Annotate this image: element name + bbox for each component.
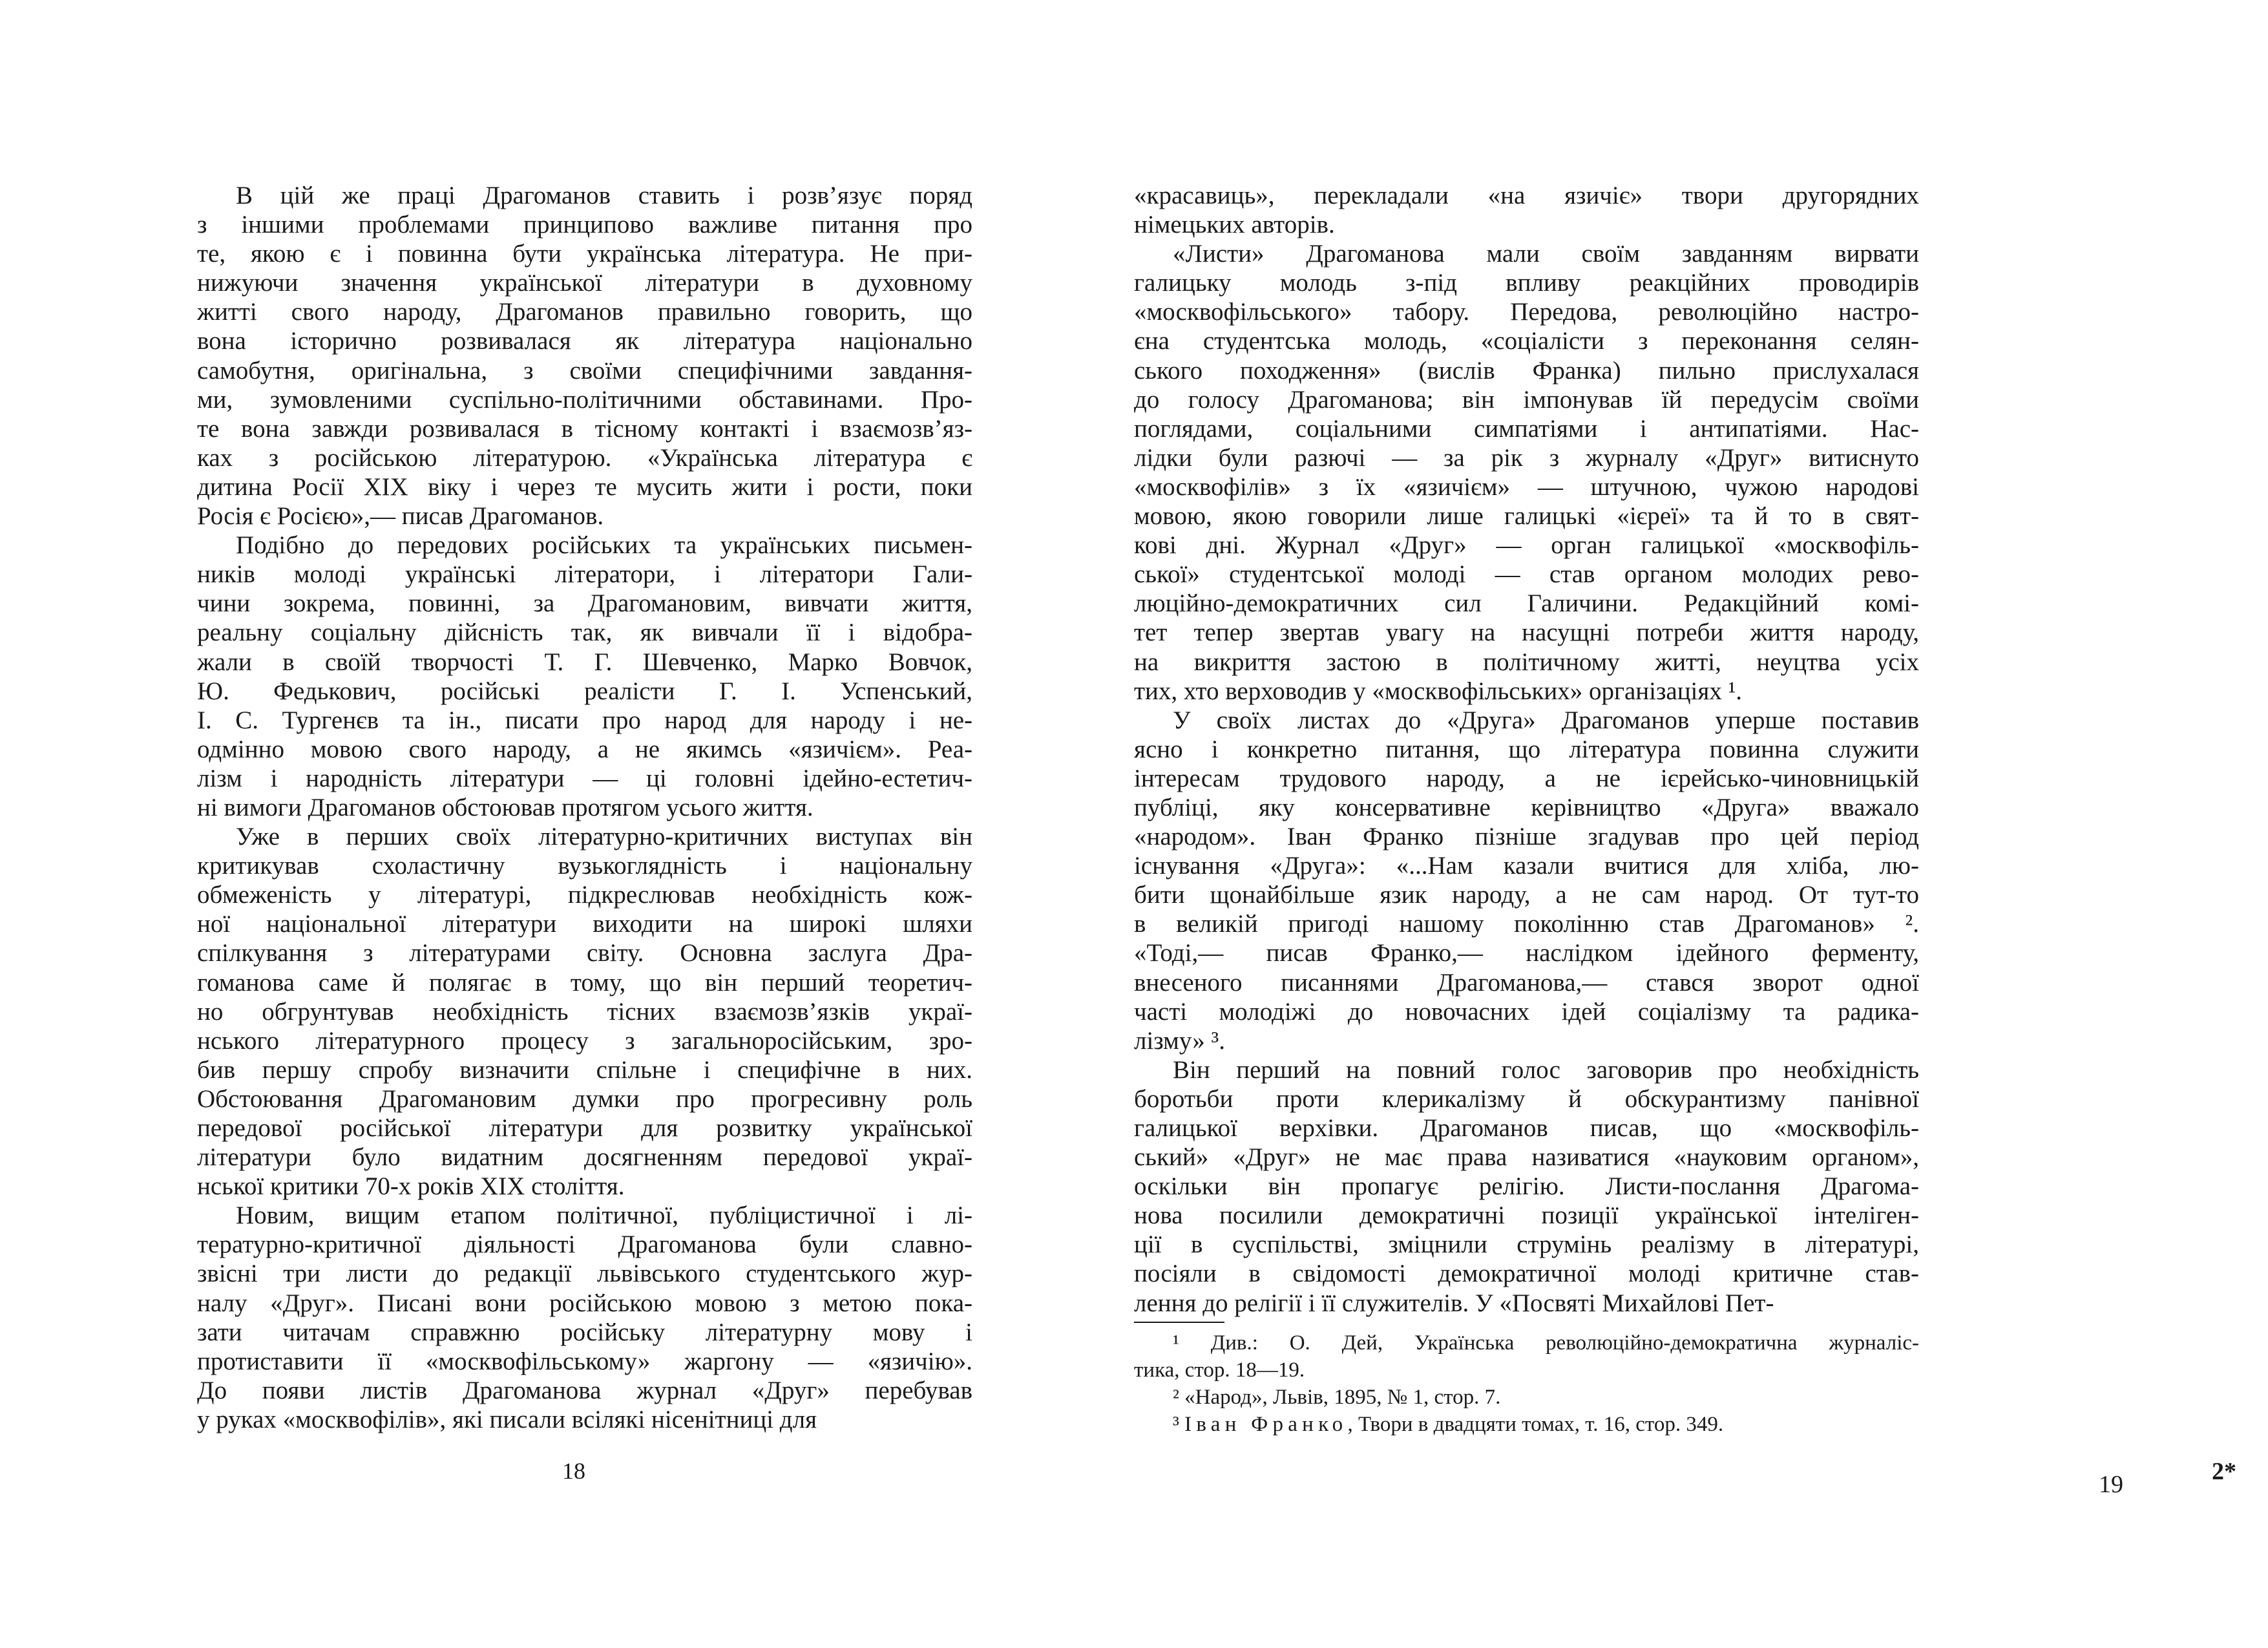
- page-number: 19: [2099, 1471, 2123, 1498]
- footnote-line: ¹ Див.: О. Дей, Українська революційно-демократична журналіс-: [1173, 1331, 1919, 1355]
- text-line: нова посилили демократичні позиції української інтеліген-: [1134, 1201, 1919, 1230]
- text-line: До появи листів Драгоманова журнал «Друг» перебував: [197, 1376, 972, 1404]
- text-line: Ю. Федькович, російські реалісти Г. І. Успенський,: [197, 677, 972, 705]
- text-line: ський» «Друг» не має права називатися «науковим органом»,: [1134, 1143, 1919, 1172]
- text-line: ції в суспільстві, зміцнили струмінь реалізму в літературі,: [1134, 1231, 1919, 1259]
- text-line: внесеного писаннями Драгоманова,— стався зворот одної: [1134, 968, 1919, 997]
- text-line: «красавиць», перекладали «на язичіє» твори другорядних: [1134, 182, 1919, 209]
- text-line: в великій пригоді нашому поколінню став Драгоманов» ².: [1134, 910, 1919, 938]
- text-line: існування «Друга»: «...Нам казали вчитися для хліба, лю-: [1134, 852, 1919, 880]
- footnote-line: [1134, 1411, 1919, 1438]
- text-line: нижуючи значення української літератури в духовному: [197, 269, 972, 297]
- text-line: кові дні. Журнал «Друг» — орган галицької «москвофіль-: [1134, 531, 1919, 560]
- text-line: боротьби проти клерикалізму й обскурантизму панівної: [1134, 1084, 1919, 1113]
- text-line: самобутня, оригінальна, з своїми специфічними завдання-: [197, 356, 972, 385]
- text-line: галицької верхівки. Драгоманов писав, що «москвофіль-: [1134, 1114, 1919, 1142]
- text-line: критикував схоластичну вузькоглядність і національну: [197, 852, 972, 880]
- text-line: спілкування з літературами світу. Основна заслуга Дра-: [197, 939, 972, 967]
- footnote-line: тика, стор. 18—19.: [1134, 1358, 1305, 1382]
- text-line: налу «Друг». Писані вони російською мовою з метою пока-: [197, 1289, 972, 1317]
- text-line: ках з російською літературою. «Українська література є: [197, 443, 972, 472]
- paragraph: [1134, 181, 1919, 239]
- text-line: Він перший на повний голос заговорив про необхідність: [1173, 1055, 1919, 1084]
- text-line: люційно-демократичних сил Галичини. Редакційний комі-: [1134, 589, 1919, 618]
- paragraph: [1134, 239, 1919, 706]
- text-line: чини зокрема, повинні, за Драгомановим, вивчати життя,: [197, 589, 972, 618]
- footnote-line: ² «Народ», Львів, 1895, № 1, стор. 7.: [1173, 1385, 1501, 1409]
- paragraph: [197, 531, 972, 822]
- text-line: Уже в перших своїх літературно-критичних виступах він: [236, 823, 972, 851]
- text-line: но обгрунтував необхідність тісних взаємозв’язків украї-: [197, 997, 972, 1026]
- text-line: жали в своїй творчості Т. Г. Шевченко, Марко Вовчок,: [197, 648, 972, 676]
- text-line: Росія є Росією»,— писав Драгоманов.: [197, 502, 604, 531]
- text-line: передової російської літератури для розвитку української: [197, 1114, 972, 1142]
- text-line: мовою, якою говорили лише галицькі «ієреї» та й то в свят-: [1134, 502, 1919, 531]
- text-line: ників молоді українські літератори, і літератори Гали-: [197, 560, 972, 589]
- text-line: гоманова саме й полягає в тому, що він перший теоретич-: [197, 968, 972, 997]
- text-line: до голосу Драгоманова; він імпонував їй передусім своїми: [1134, 385, 1919, 414]
- text-line: літератури було видатним досягненням передової украї-: [197, 1143, 972, 1172]
- text-line: нської критики 70-х років XIX століття.: [197, 1172, 625, 1201]
- text-line: оскільки він пропагує релігію. Листи-послання Драгома-: [1134, 1172, 1919, 1201]
- paragraph: [1134, 1055, 1919, 1318]
- text-line: лізм і народність літератури — ці головні ідейно-естетич-: [197, 764, 972, 792]
- text-line: Обстоювання Драгомановим думки про прогресивну роль: [197, 1084, 972, 1113]
- paragraph: [1134, 706, 1919, 1055]
- text-line: публіці, яку консервативне керівництво «Друга» вважало: [1134, 793, 1919, 821]
- text-line: часті молодіжі до новочасних ідей соціалізму та радика-: [1134, 997, 1919, 1026]
- text-line: вона історично розвивалася як література національно: [197, 327, 972, 355]
- text-line: ні вимоги Драгоманов обстоював протягом усього життя.: [197, 793, 814, 821]
- text-line: Новим, вищим етапом політичної, публіцистичної і лі-: [236, 1201, 972, 1230]
- signature-mark: 2*: [2212, 1458, 2236, 1485]
- text-line: ної національної літератури виходити на широкі шляхи: [197, 910, 972, 938]
- text-line: на викриття застою в політичному житті, неуцтва усіх: [1134, 648, 1919, 676]
- text-line: ського походження» (вислів Франка) пильно прислухалася: [1134, 356, 1919, 385]
- text-line: лення до релігії і її служителів. У «Посвяті Михайлові Пет-: [1134, 1289, 1774, 1317]
- paragraph: [197, 1201, 972, 1434]
- text-line: посіяли в свідомості демократичної молоді критичне став-: [1134, 1260, 1919, 1288]
- text-line: тет тепер звертав увагу на насущні потреби життя народу,: [1134, 618, 1919, 647]
- text-line: зати читачам справжню російську літературну мову і: [197, 1318, 972, 1346]
- text-line: те, якою є і повинна бути українська література. Не при-: [197, 240, 972, 268]
- text-line: лідки були разючі — за рік з журналу «Друг» витиснуто: [1134, 443, 1919, 472]
- text-line: нського літературного процесу з загальноросійським, зро-: [197, 1026, 972, 1055]
- paragraph: [197, 822, 972, 1201]
- left-text-column: [197, 181, 972, 1434]
- text-line: реальну соціальну дійсність так, як вивчали її і відобра-: [197, 618, 972, 647]
- footnote-reference: , Твори в двадцяти томах, т. 16, стор. 349.: [1347, 1412, 1724, 1436]
- text-line: галицьку молодь з-під впливу реакційних проводирів: [1134, 269, 1919, 297]
- text-line: тературно-критичної діяльності Драгоманова були славно-: [197, 1231, 972, 1259]
- text-line: ми, зумовленими суспільно-політичними обставинами. Про-: [197, 385, 972, 414]
- text-line: У своїх листах до «Друга» Драгоманов уперше поставив: [1173, 706, 1919, 734]
- text-line: лізму» ³.: [1134, 1026, 1225, 1055]
- footnote-author: Іван Франко: [1184, 1412, 1348, 1436]
- text-line: «Тоді,— писав Франко,— наслідком ідейного ферменту,: [1134, 939, 1919, 967]
- text-line: І. С. Тургенєв та ін., писати про народ для народу і не-: [197, 706, 972, 734]
- footnotes: [1134, 1329, 1919, 1438]
- text-line: бити щонайбільше язик народу, а не сам народ. От тут-то: [1134, 881, 1919, 909]
- text-line: єна студентська молодь, «соціалісти з переконання селян-: [1134, 327, 1919, 355]
- right-page: [1134, 0, 2268, 1648]
- text-line: «Листи» Драгоманова мали своїм завданням вирвати: [1173, 240, 1919, 268]
- text-line: тих, хто верховодив у «москвофільських» організаціях ¹.: [1134, 677, 1743, 705]
- right-text-column: [1134, 181, 1919, 1438]
- paragraph: [197, 181, 972, 531]
- text-line: В цій же праці Драгоманов ставить і розв’язує поряд: [236, 182, 972, 209]
- text-line: протиставити її «москвофільському» жаргону — «язичію».: [197, 1347, 972, 1375]
- text-line: німецьких авторів.: [1134, 211, 1335, 239]
- text-line: «москвофілів» з їх «язичієм» — штучною, чужою народові: [1134, 472, 1919, 501]
- text-line: звісні три листи до редакції львівського студентського жур-: [197, 1260, 972, 1288]
- text-line: ської» студентської молоді — став органом молодих рево-: [1134, 560, 1919, 589]
- page-number: 18: [562, 1458, 585, 1484]
- text-line: обмеженість у літературі, підкреслював необхідність кож-: [197, 881, 972, 909]
- text-line: те вона завжди розвивалася в тісному контакті і взаємозв’яз-: [197, 414, 972, 443]
- text-line: Подібно до передових російських та українських письмен-: [236, 531, 972, 560]
- text-line: інтересам трудового народу, а не ієрейсько-чиновницькій: [1134, 764, 1919, 792]
- footnote-marker: ³: [1173, 1412, 1185, 1436]
- text-line: одмінно мовою свого народу, а не якимсь «язичієм». Реа-: [197, 735, 972, 763]
- text-line: з іншими проблемами принципово важливе питання про: [197, 211, 972, 239]
- text-line: житті свого народу, Драгоманов правильно говорить, що: [197, 298, 972, 326]
- text-line: дитина Росії XIX віку і через те мусить жити і рости, поки: [197, 472, 972, 501]
- text-line: поглядами, соціальними симпатіями і антипатіями. Нас-: [1134, 414, 1919, 443]
- text-line: у руках «москвофілів», які писали всілякі нісенітниці для: [197, 1405, 817, 1433]
- text-line: «народом». Іван Франко пізніше згадував про цей період: [1134, 823, 1919, 851]
- text-line: бив першу спробу визначити спільне і специфічне в них.: [197, 1055, 972, 1084]
- text-line: «москвофільського» табору. Передова, революційно настро-: [1134, 298, 1919, 326]
- text-line: ясно і конкретно питання, що література повинна служити: [1134, 735, 1919, 763]
- footnote-rule: [1134, 1322, 1224, 1323]
